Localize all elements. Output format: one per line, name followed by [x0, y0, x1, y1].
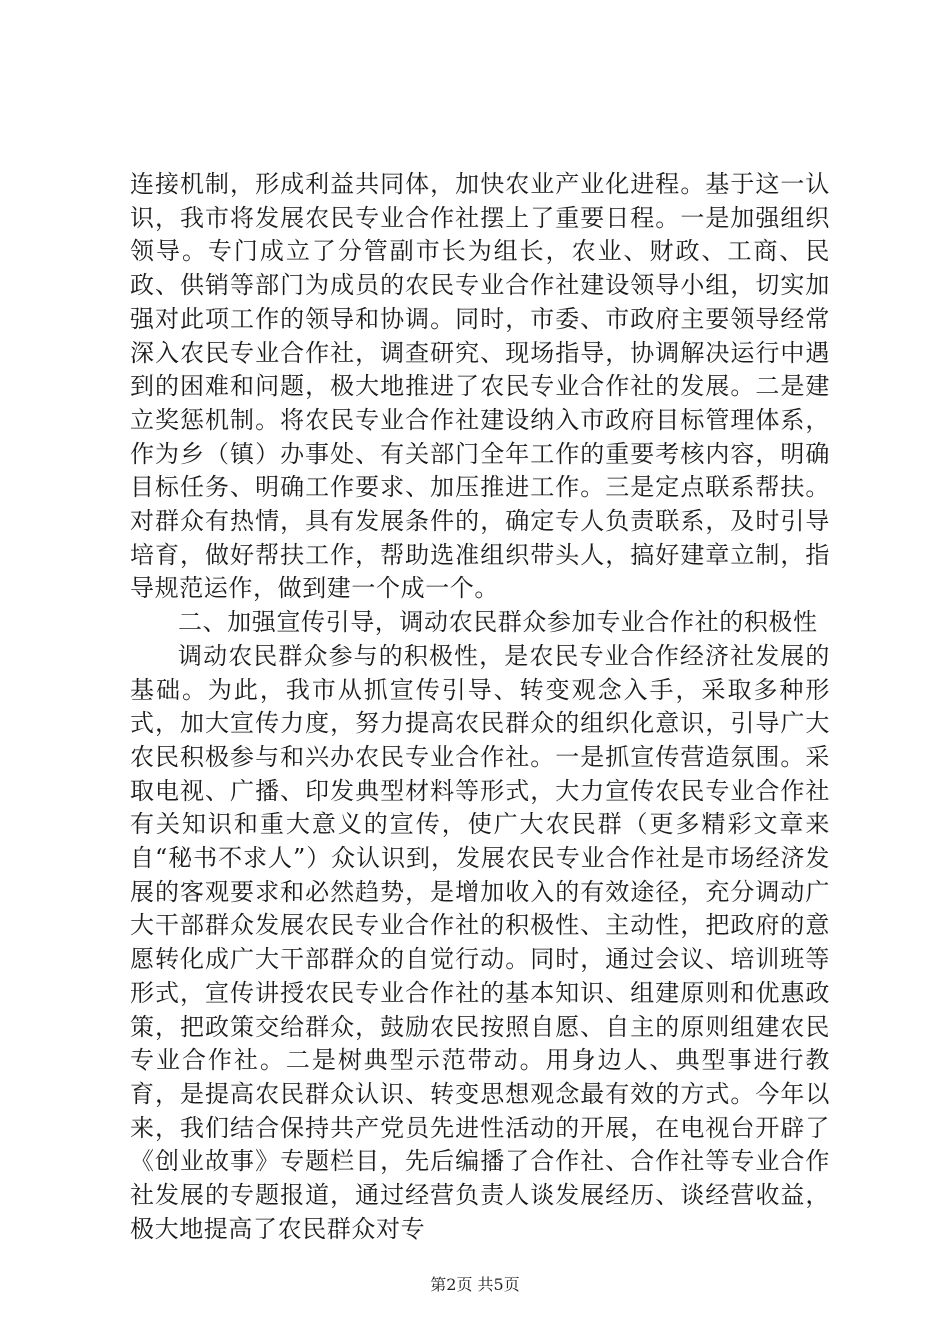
- page-footer: 第2页 共5页: [430, 1275, 520, 1294]
- section-heading: 二、加强宣传引导，调动农民群众参加专业合作社的积极性: [178, 608, 818, 637]
- body-paragraph-continued: 连接机制，形成利益共同体，加快农业产业化进程。基于这一认识，我市将发展农民专业合作社摆上了重要日程。一是加强组织领导。专门成立了分管副市长为组长，农业、财政、工商、民政、供销等部门为成员的农民专业合作社建设领导小组，切实加强对此项工作的领导和协调。同时，市委、市政府主要领导经常深入农民专业合作社，调查研究、现场指导，协调解决运行中遇到的困难和问题，极大地推进了农民专业合作社的发展。二是建立奖惩机制。将农民专业合作社建设纳入市政府目标管理体系，作为乡（镇）办事处、有关部门全年工作的重要考核内容，明确目标任务、明确工作要求、加压推进工作。三是定点联系帮扶。对群众有热情，具有发展条件的，确定专人负责联系，及时引导培育，做好帮扶工作，帮助选准组织带头人，搞好建章立制，指导规范运作，做到建一个成一个。: [130, 170, 830, 603]
- body-paragraph: 调动农民群众参与的积极性，是农民专业合作经济社发展的基础。为此，我市从抓宣传引导、转变观念入手，采取多种形式，加大宣传力度，努力提高农民群众的组织化意识，引导广大农民积极参与和兴办农民专业合作社。一是抓宣传营造氛围。采取电视、广播、印发典型材料等形式，大力宣传农民专业合作社有关知识和重大意义的宣传，使广大农民群（更多精彩文章来自“秘书不求人”）众认识到，发展农民专业合作社是市场经济发展的客观要求和必然趋势，是增加收入的有效途径，充分调动广大干部群众发展农民专业合作社的积极性、主动性，把政府的意愿转化成广大干部群众的自觉行动。同时，通过会议、培训班等形式，宣传讲授农民专业合作社的基本知识、组建原则和优惠政策，把政策交给群众，鼓励农民按照自愿、自主的原则组建农民专业合作社。二是树典型示范带动。用身边人、典型事进行教育，是提高农民群众认识、转变思想观念最有效的方式。今年以来，我们结合保持共产党员先进性活动的开展，在电视台开辟了《创业故事》专题栏目，先后编播了合作社、合作社等专业合作社发展的专题报道，通过经营负责人谈发展经历、谈经营收益，极大地提高了农民群众对专: [130, 641, 830, 1243]
- document-body: [130, 168, 830, 1247]
